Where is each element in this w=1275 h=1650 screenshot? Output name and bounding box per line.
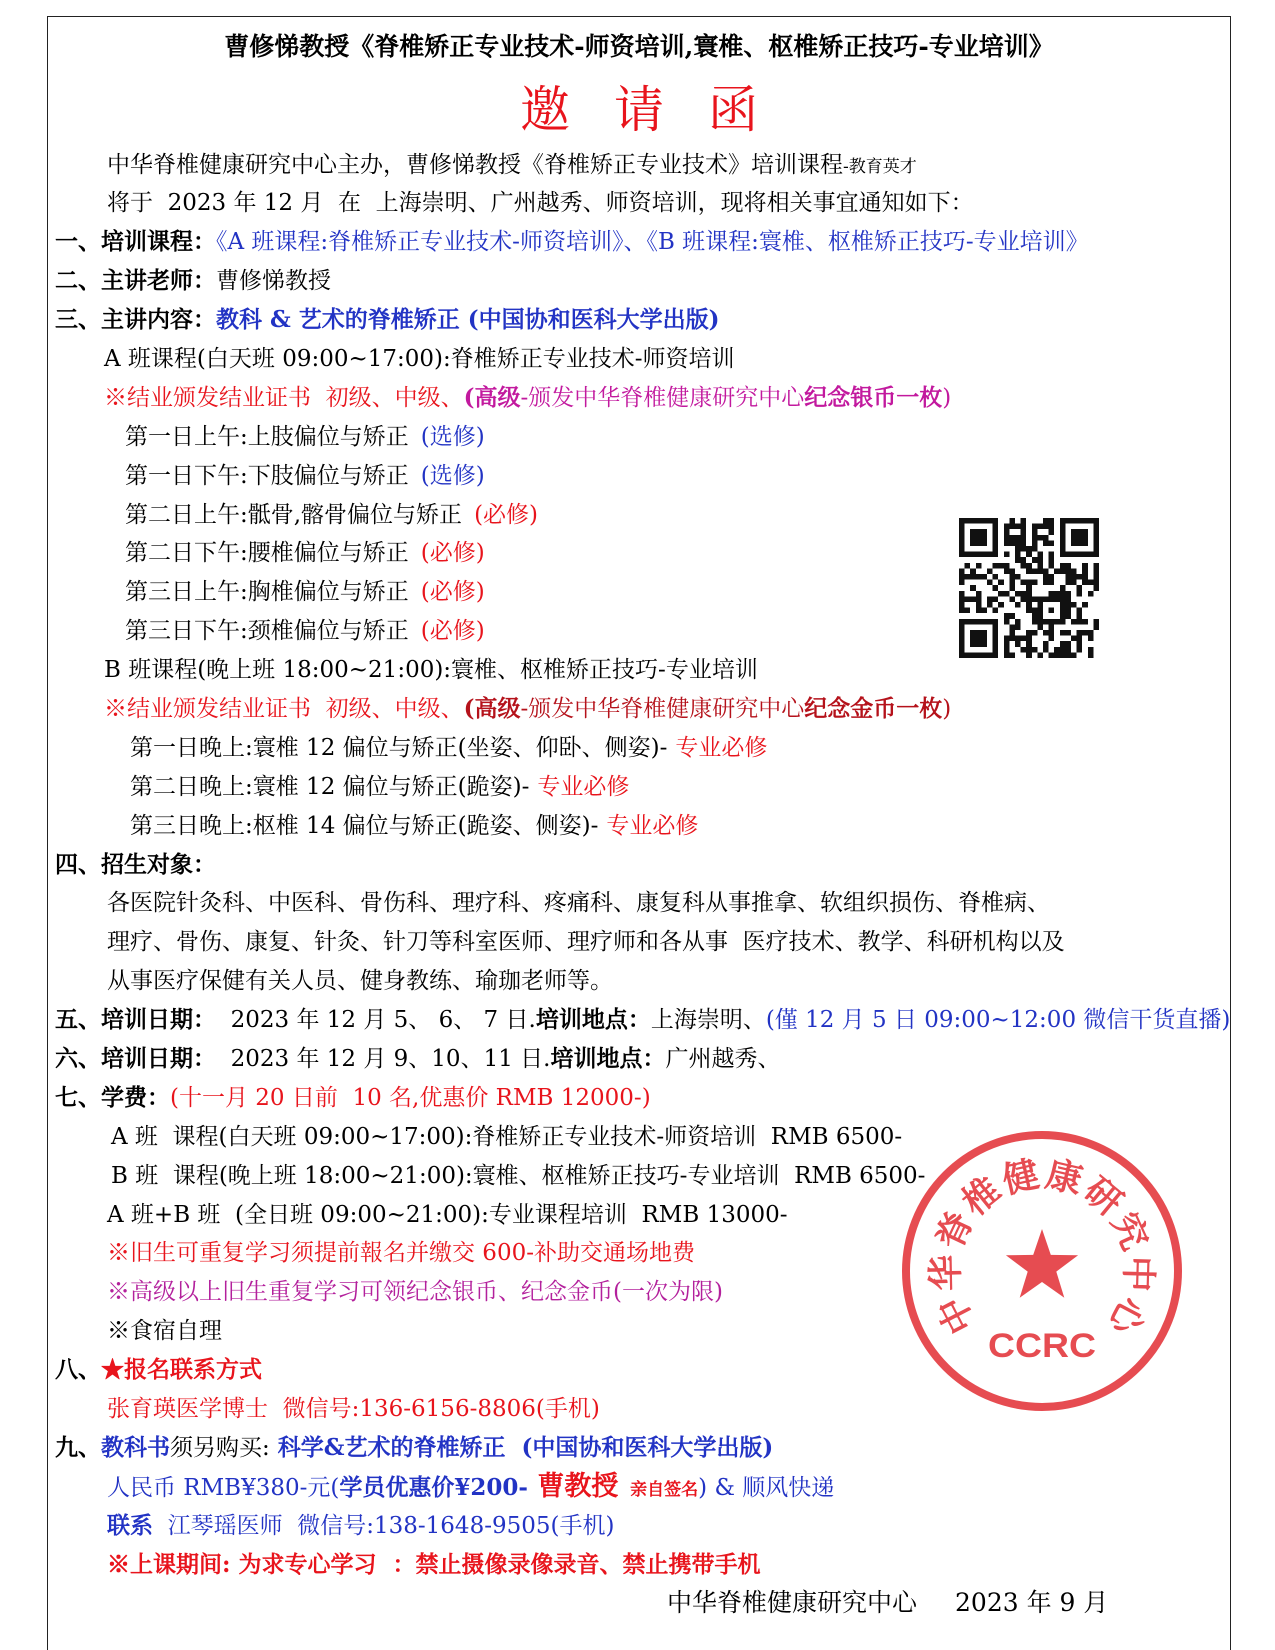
registration-number: 八、 xyxy=(55,1356,101,1384)
class-rule: ※上课期间: 为求专心学习 ：禁止摄像录像录音、禁止携带手机 xyxy=(107,1550,761,1578)
class-rule-line xyxy=(0,1546,1275,1585)
textbook-title: 科学&艺术的脊椎矫正 (中国协和医科大学出版) xyxy=(269,1433,774,1461)
seal-ring-text: 中华脊椎健康研究中心 xyxy=(925,1153,1159,1342)
class-b-cert-middle: -颁发中华脊椎健康研究中心 xyxy=(520,695,805,722)
class-a-cert-award: 纪念银币一枚 xyxy=(804,383,943,411)
registration-contact: 张育瑛医学博士 微信号:136-6156-8806(手机) xyxy=(107,1396,600,1422)
session-topic: 第二日下午:腰椎偏位与矫正 xyxy=(125,540,409,567)
class-a-cert-middle: -颁发中华脊椎健康研究中心 xyxy=(520,384,805,411)
class-b-session xyxy=(0,768,1275,807)
audience-text: 各医院针灸科、中医科、骨伤科、理疗科、疼痛科、康复科从事推拿、软组织损伤、脊椎病、 xyxy=(107,890,1050,917)
fee-note-text: ※食宿自理 xyxy=(107,1318,222,1345)
session-type: 专业必修 xyxy=(675,734,768,761)
session-type: (必修) xyxy=(420,618,485,645)
section-teacher xyxy=(0,262,1275,301)
session-type: (选修) xyxy=(420,423,485,450)
location-label: 培训地点： xyxy=(535,1006,651,1034)
class-a-cert-prefix: ※结业颁发结业证书 初级、中级、 xyxy=(104,384,464,411)
class-b-cert-award: 纪念金币一枚 xyxy=(804,694,943,722)
class-a-session xyxy=(0,418,1275,457)
section-fees xyxy=(0,1079,1275,1118)
class-b-cert-close: ) xyxy=(942,695,952,722)
session-topic: 第一日上午:上肢偏位与矫正 xyxy=(125,423,409,450)
session-topic: 第二日上午:骶骨,髂骨偏位与矫正 xyxy=(125,501,463,528)
section-audience xyxy=(0,846,1275,885)
intro-organizer: 中华脊椎健康研究中心主办，曹修悌教授《脊椎矫正专业技术》培训课程 xyxy=(107,151,843,178)
class-b-certificate xyxy=(0,690,1275,729)
section-date-guangzhou xyxy=(0,1040,1275,1079)
section-date-shanghai xyxy=(0,1001,1275,1040)
intro-notice-line xyxy=(0,184,1275,223)
class-a-title-line xyxy=(0,340,1275,379)
class-a-title: A 班课程(白天班 09:00~17:00):脊椎矫正专业技术-师资培训 xyxy=(104,345,735,372)
textbook-contact-line xyxy=(0,1507,1275,1546)
fee-note-text: ※旧生可重复学习须提前報名并缴交 600-补助交通场地费 xyxy=(107,1240,695,1267)
location-label: 培训地点： xyxy=(550,1044,666,1072)
textbook-number: 九、 xyxy=(55,1433,101,1461)
session-topic: 第三日上午:胸椎偏位与矫正 xyxy=(125,579,409,606)
class-b-cert-prefix: ※结业颁发结业证书 初级、中级、 xyxy=(104,695,464,722)
fee-text: B 班 课程(晚上班 18:00~21:00):寰椎、枢椎矫正技巧-专业培训 RMB 6500- xyxy=(111,1162,926,1189)
section-content-label: 三、主讲内容： xyxy=(55,306,216,334)
class-a-session xyxy=(0,457,1275,496)
textbook-contact-label: 联系 xyxy=(107,1511,153,1539)
intro-organizer-line xyxy=(0,146,1275,185)
qr-code xyxy=(959,518,1099,658)
section-teacher-value: 曹修悌教授 xyxy=(216,268,331,295)
fee-note-text: ※高级以上旧生重复学习可领纪念银币、纪念金币(一次为限) xyxy=(107,1279,723,1306)
section-textbook xyxy=(0,1429,1275,1468)
price-signer-note: 亲自签名 xyxy=(618,1479,699,1500)
date-value: 2023 年 12 月 9、10、11 日. xyxy=(216,1045,551,1072)
audience-line xyxy=(0,923,1275,962)
fees-promotion: (十一月 20 日前 10 名,优惠价 RMB 12000-) xyxy=(170,1084,651,1111)
section-courses-value: 《A 班课程:脊椎矫正专业技术-师资培训》、《B 班课程:寰椎、枢椎矫正技巧-专业培训》 xyxy=(216,229,1089,256)
session-topic: 第二日晚上:寰椎 12 偏位与矫正(跪姿)- xyxy=(130,773,530,800)
footer-organization: 中华脊椎健康研究中心 xyxy=(667,1588,918,1618)
textbook-price-line xyxy=(0,1468,1275,1507)
audience-text: 从事医疗保健有关人员、健身教练、瑜珈老师等。 xyxy=(107,968,613,995)
textbook-label: 教科书 xyxy=(101,1433,170,1461)
date-label: 五、培训日期： xyxy=(55,1006,216,1034)
class-a-certificate xyxy=(0,379,1275,418)
fee-text: A 班 课程(白天班 09:00~17:00):脊椎矫正专业技术-师资培训 RMB 6500- xyxy=(111,1123,903,1150)
footer-signature xyxy=(0,1584,1275,1623)
textbook-contact: 江琴瑶医师 微信号:138-1648-9505(手机) xyxy=(153,1512,615,1539)
session-type: 专业必修 xyxy=(537,773,630,800)
date-value: 2023 年 12 月 5、 6、 7 日. xyxy=(216,1007,536,1034)
seal-code: CCRC xyxy=(988,1327,1096,1365)
price-base: 人民币 RMB¥380-元( xyxy=(107,1474,340,1501)
fee-text: A 班+B 班 (全日班 09:00~21:00):专业课程培训 RMB 13000- xyxy=(107,1201,788,1228)
date-label: 六、培训日期： xyxy=(55,1044,216,1072)
session-type: (必修) xyxy=(420,540,485,567)
intro-organizer-suffix: -教育英才 xyxy=(843,156,917,177)
audience-line xyxy=(0,962,1275,1001)
session-topic: 第三日下午:颈椎偏位与矫正 xyxy=(125,618,409,645)
session-topic: 第一日晚上:寰椎 12 偏位与矫正(坐姿、仰卧、侧姿)- xyxy=(130,734,668,761)
seal-star-icon xyxy=(1006,1229,1078,1298)
class-b-session xyxy=(0,729,1275,768)
audience-text: 理疗、骨伤、康复、针灸、针刀等科室医师、理疗师和各从事 医疗技术、教学、科研机构以及 xyxy=(107,929,1065,956)
session-type: (选修) xyxy=(420,462,485,489)
session-type: (必修) xyxy=(474,501,539,528)
class-b-session xyxy=(0,807,1275,846)
invitation-heading: 邀请函 xyxy=(520,81,802,139)
class-a-cert-close: ) xyxy=(942,384,952,411)
class-b-title: B 班课程(晚上班 18:00~21:00):寰椎、枢椎矫正技巧-专业培训 xyxy=(104,657,758,684)
textbook-purchase: 须另购买: xyxy=(170,1434,270,1461)
price-signer: 曹教授 xyxy=(527,1470,619,1502)
location-value: 上海崇明、 xyxy=(650,1007,766,1034)
audience-line xyxy=(0,884,1275,923)
livestream-note: (僅 12 月 5 日 09:00~12:00 微信干货直播) xyxy=(765,1007,1231,1034)
section-teacher-label: 二、主讲老师： xyxy=(55,267,216,295)
class-a-cert-open: (高级 xyxy=(463,383,521,411)
document-title: 曹修悌教授《脊椎矫正专业技术-师资培训,寰椎、枢椎矫正技巧-专业培训》 xyxy=(224,32,1054,61)
official-seal xyxy=(892,1121,1192,1421)
session-topic: 第三日晚上:枢椎 14 偏位与矫正(跪姿、侧姿)- xyxy=(130,812,599,839)
registration-label: ★报名联系方式 xyxy=(101,1356,262,1384)
location-value: 广州越秀、 xyxy=(665,1045,781,1072)
session-topic: 第一日下午:下肢偏位与矫正 xyxy=(125,462,409,489)
footer-date: 2023 年 9 月 xyxy=(955,1588,1109,1618)
price-discount: 学员优惠价¥200- xyxy=(339,1473,528,1501)
session-type: 专业必修 xyxy=(606,812,699,839)
class-b-cert-open: (高级 xyxy=(463,694,521,722)
section-content-book: 教科 & 艺术的脊椎矫正 (中国协和医科大学出版) xyxy=(216,306,720,334)
session-type: (必修) xyxy=(420,579,485,606)
section-audience-label: 四、招生对象： xyxy=(55,850,216,878)
section-courses-label: 一、培训课程： xyxy=(55,228,216,256)
section-content xyxy=(0,301,1275,340)
fees-label: 七、学费： xyxy=(55,1083,170,1111)
intro-notice: 将于 2023 年 12 月 在 上海崇明、广州越秀、师资培训，现将相关事宜通知如下： xyxy=(107,190,974,217)
price-shipping: ) & 顺风快递 xyxy=(698,1474,835,1501)
section-courses xyxy=(0,223,1275,262)
